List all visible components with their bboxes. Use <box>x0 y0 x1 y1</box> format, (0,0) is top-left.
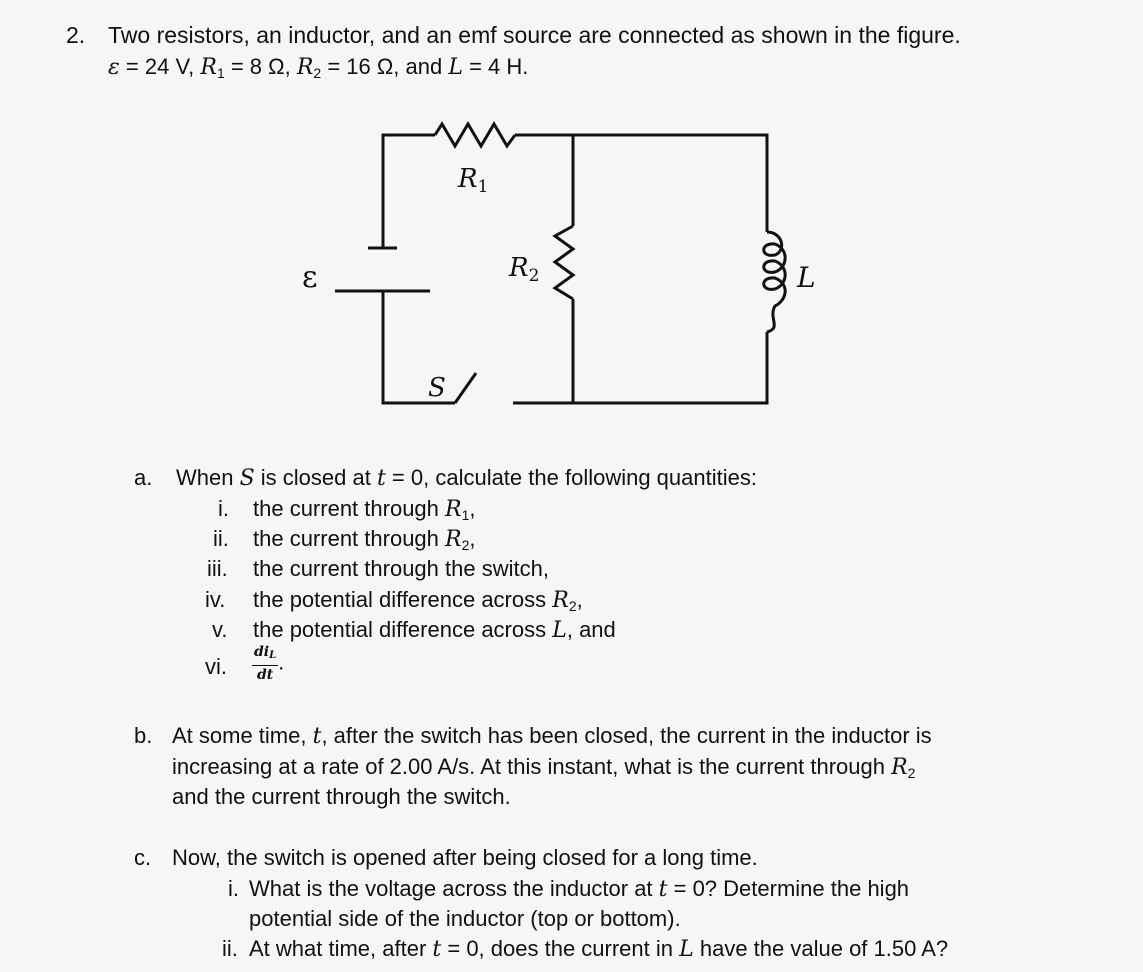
symbol: R <box>552 588 569 613</box>
denominator: dt <box>256 667 274 683</box>
part-a-item-numeral: i. <box>218 496 229 521</box>
problem-number: 2. <box>66 22 86 48</box>
part-a-item <box>253 617 616 644</box>
part-c-item-numeral: ii. <box>222 936 238 961</box>
text: is closed at <box>254 465 377 490</box>
text: , after the switch has been closed, the current in the inductor is <box>321 723 932 748</box>
switch-icon <box>455 373 476 403</box>
inductor-label: L <box>797 261 816 294</box>
subscript: 2 <box>568 598 577 614</box>
part-a-item <box>253 556 549 582</box>
emf-label: ε <box>302 260 318 295</box>
symbol: R <box>445 497 462 522</box>
part-a-item-derivative <box>252 643 284 684</box>
inductor-symbol: L <box>679 937 694 962</box>
emf-symbol: ε <box>108 55 120 80</box>
text: What is the voltage across the inductor at <box>249 876 659 901</box>
text: = 0, calculate the following quantities: <box>385 465 757 490</box>
part-c-prompt: Now, the switch is opened after being closed for a long time. <box>172 845 758 870</box>
wire-top-left <box>383 135 435 248</box>
part-a-item-numeral: v. <box>212 617 228 642</box>
part-b-line-2 <box>172 754 915 786</box>
text: have the value of 1.50 A? <box>693 936 949 961</box>
part-c-item-line-1 <box>249 936 948 963</box>
switch-symbol: S <box>239 466 255 491</box>
part-c-item-line-2: potential side of the inductor (top or bottom). <box>249 906 681 931</box>
circuit-diagram <box>0 0 1143 460</box>
derivative-fraction <box>252 643 278 684</box>
text: , <box>576 587 583 612</box>
r2-sub: 2 <box>313 65 322 81</box>
part-a-item-numeral: iv. <box>205 587 226 612</box>
text: When <box>176 465 240 490</box>
time-symbol: t <box>658 877 668 902</box>
part-a-item <box>253 526 476 558</box>
part-c-label: c. <box>134 845 152 870</box>
numerator-subscript: L <box>269 650 277 661</box>
r2-symbol: R <box>296 55 314 80</box>
numerator: di <box>254 644 270 660</box>
wire-bottom-right <box>513 332 767 403</box>
r1-symbol: R <box>200 55 217 80</box>
part-c-item-numeral: i. <box>228 876 239 901</box>
part-a-item-numeral: ii. <box>213 526 229 551</box>
text: the potential difference across <box>253 587 553 612</box>
text: the potential difference across <box>253 617 553 642</box>
inductor-coil-icon <box>764 232 785 332</box>
l-symbol: L <box>448 55 463 80</box>
emf-value: = 24 V, <box>119 54 201 79</box>
text: , and <box>566 617 616 642</box>
l-value: = 4 H. <box>462 54 529 79</box>
wire-top <box>515 135 767 232</box>
r2-value: = 16 Ω, and <box>321 54 449 79</box>
resistor-r2-icon <box>555 226 573 299</box>
part-b-line-1 <box>172 723 932 750</box>
text: At some time, <box>172 723 313 748</box>
subscript: 1 <box>461 507 470 523</box>
text: . <box>278 649 285 675</box>
symbol: L <box>552 618 567 643</box>
text: = 0? Determine the high <box>667 876 910 901</box>
text: the current through <box>253 526 446 551</box>
text: = 0, does the current in <box>441 936 680 961</box>
symbol: R <box>445 527 462 552</box>
r1-sub: 1 <box>216 65 225 81</box>
part-a-label: a. <box>134 465 153 490</box>
part-b-line-3: and the current through the switch. <box>172 784 511 809</box>
part-a-item <box>253 496 476 528</box>
time-symbol: t <box>312 724 322 749</box>
subscript: 2 <box>907 765 916 781</box>
r1-value: = 8 Ω, <box>224 54 297 79</box>
switch-label: S <box>428 373 446 403</box>
part-a-item-numeral: vi. <box>205 654 227 679</box>
resistor-r1-icon <box>435 124 515 146</box>
part-a-item <box>253 587 583 619</box>
part-b-label: b. <box>134 723 153 748</box>
text: , <box>469 496 476 521</box>
r1-label: R1 <box>458 164 489 197</box>
part-a-prompt <box>176 465 757 492</box>
subscript: 2 <box>461 537 470 553</box>
symbol: R <box>891 755 908 780</box>
part-a-item-numeral: iii. <box>207 556 228 581</box>
problem-intro: Two resistors, an inductor, and an emf source are connected as shown in the figure. <box>108 22 961 48</box>
part-c-item-line-1 <box>249 876 909 903</box>
text: increasing at a rate of 2.00 A/s. At this instant, what is the current through <box>172 754 892 779</box>
text: the current through the switch, <box>253 556 549 581</box>
text: , <box>469 526 476 551</box>
r2-label: R2 <box>509 253 540 286</box>
text: At what time, after <box>249 936 433 961</box>
time-symbol: t <box>432 937 442 962</box>
time-symbol: t <box>376 466 386 491</box>
text: the current through <box>253 496 446 521</box>
